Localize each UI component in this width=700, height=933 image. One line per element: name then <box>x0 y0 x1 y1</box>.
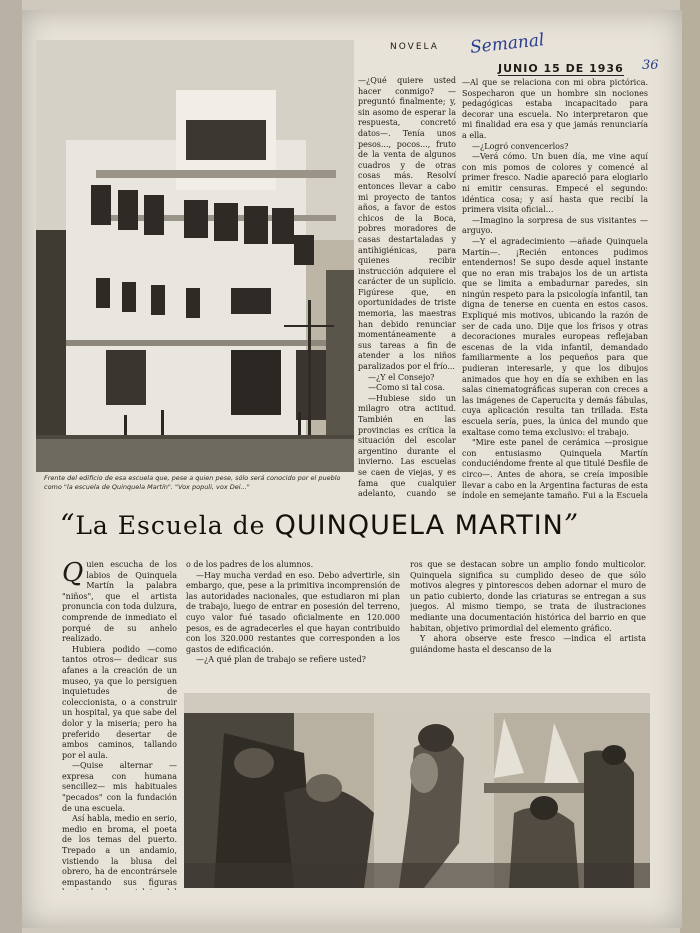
article-column-3 <box>410 560 646 678</box>
paragraph: "Mire este panel de cerámica —prosigue con entusiasmo Quinquela Martín conduciéndome frente al que titulé Desfile de circo—. Antes de ahora, se creía imposible llevar a cabo en la Argentina facturas de esta índole en semejante tamaño. Fui a la Escuela <box>462 438 648 500</box>
page-right-edge <box>680 0 700 933</box>
open-quote: “ <box>60 508 76 541</box>
paragraph: Y ahora observe este fresco —indica el artista guiándome hasta el descanso de la <box>410 634 646 654</box>
opening-text: uien escucha de los labios de Quinquela Martín la palabra "niños", que el artista pronuncia con toda dulzura, comprende de inmediato el porqué de su anhelo realizado. <box>62 560 177 644</box>
paragraph: —Verá cómo. Un buen día, me vine aquí con mis pomos de colores y comencé al primer fresco. Nadie apareció para elogiarlo ni emitir censuras. Empecé el segundo: idéntica cosa; y así hasta que recibí la primera visita oficial... <box>462 152 648 215</box>
paragraph: —¿Y el Consejo? <box>368 372 435 382</box>
paragraph: —Como si tal cosa. <box>368 383 445 393</box>
opening-paragraph <box>62 560 177 645</box>
paragraph: —Imagino la sorpresa de sus visitantes —arguyo. <box>462 215 648 236</box>
paragraph: Hubiera podido —como tantos otros— dedicar sus afanes a la creación de un museo, ya que lo persiguen inquietudes de coleccionista, o a construir un hospital, ya que sabe del dolor y la miseria; pero ha preferido desertar de ambos caminos, tallando por el aula. <box>62 644 177 760</box>
handwritten-year: 36 <box>642 58 659 73</box>
article-column-1 <box>62 560 177 890</box>
paragraph: o de los padres de los alumnos. <box>186 560 314 569</box>
paragraph: ros que se destacan sobre un amplio fondo multicolor. Quinquela significa su cumplido deseo de que sólo motivos alegres y pintorescos deben adornar el muro de un patio cubierto, donde las criaturas se entregan a sus juegos. Al mismo tiempo, se trata de ilustraciones mediante una documentación histórica del barrio en que habitan, objetivo primordial del elemento gráfico. <box>410 560 646 633</box>
paragraph: —¿A qué plan de trabajo se refiere usted? <box>196 655 366 665</box>
building-photo-caption: Frente del edificio de esa escuela que, pese a quien pese, sólo será conocido por el pueblo como "la escuela de Quinquela Martín". "Vox populi, vox Dei..." <box>44 474 341 491</box>
school-building-illustration <box>36 40 354 472</box>
article-column-middle-top <box>358 76 456 500</box>
paragraph: —Hay mucha verdad en eso. Debo advertirle, sin embargo, que, pese a la primitiva incomprensión de las autoridades nacionales, que estudiaron mi plan de trabajo, luego de entrar en posesión del terreno, cuyo valor fué tasado oficialmente en 120.000 pesos, es de agradecerles el que hayan contribuido con los 320.000 restantes que corresponden a los gastos de edificación. <box>186 570 400 654</box>
headline-prefix: La Escuela de <box>75 511 266 540</box>
paragraph: —Y el agradecimiento —añade Quinquela Martín—. ¡Recién entonces pudimos entendernos! Se supo desde aquel instante que no eran mis trabajos los de un artista que se limita a embadurnar paredes, sin ningún respeto para la psicología infantil, tan digna de tenerse en cuenta en estos casos. Expliqué mis motivos, ubicando la razón de ser de cada uno. Dije que los frisos y otras decoraciones murales europeas reflejaban escenas de la vida infantil, demandado familiarmente a los pequeños para que pudieran interesarle, y que los dibujos animados que hoy en día se exhiben en las salas cinematográficas superan con creces a las imágenes de Caperucita y demás fábulas, cuya aplicación resulta tan trillada. Esta escuela sería, pues, la única del mundo que exaltase como tema exclusivo: el trabajo. <box>462 236 648 437</box>
paragraph: Así habla, medio en serio, medio en broma, el poeta de los temas del puerto. Trepado a un andamio, vistiendo la blusa del obrero, ha de encontrársele empastando sus figuras <box>62 814 177 887</box>
page-left-margin <box>0 0 22 933</box>
paragraph: —Hubiese sido un milagro otra actitud. También en las provincias es crítica la situación del escolar argentino durante el invierno. Las escuelas se caen de viejas, y es fama que cualquier adelanto, cuando se <box>358 393 456 499</box>
paragraph: —¿Qué quiere usted hacer conmigo? —preguntó finalmente; y, sin asomo de esperar la respuesta, concretó datos—. Tenía unos pesos..., pocos..., fruto de la venta de algunos cuadros y de otras cosas más. Resolví entonces llevar a cabo mi proyecto de tantos años, a favor de estos chicos de la Boca, pobres moradores de casas destartaladas y antihigiénicas, para quienes recibir instrucción adquiere el carácter de un suplicio. Figúrese que, en oportunidades de triste memoria, las maestras han debido renunciar momentáneamente a sus tareas a fin de atender a los niños paralizados por el frío... <box>358 76 456 372</box>
dropcap-letter: Q <box>62 560 84 588</box>
article-column-2 <box>186 560 400 678</box>
article-headline <box>60 508 579 541</box>
headline-name: QUINQUELA MARTIN <box>274 510 564 541</box>
issue-date: JUNIO 15 DE 1936 <box>498 62 624 75</box>
article-column-right-top <box>462 78 648 500</box>
handwritten-note: Semanal <box>469 30 546 58</box>
school-building-photo <box>36 40 354 472</box>
paragraph: —Al que se relaciona con mi obra pictórica. Sospecharon que un hombre sin nociones pedagógicas estaba incapacitado para decorar una escuela. No interpretaron que mi finalidad era esa y que jamás renunciaría a ella. <box>462 78 648 140</box>
section-label: NOVELA <box>390 42 439 52</box>
paragraph: —Quise alternar —expresa con humana sencillez— mis habituales "pecados" con la fundación de una escuela. <box>62 761 177 813</box>
paragraph: —¿Logró convencerlos? <box>472 141 569 151</box>
close-quote: ” <box>563 508 580 541</box>
mural-photo <box>184 693 650 888</box>
mural-illustration <box>184 693 650 888</box>
